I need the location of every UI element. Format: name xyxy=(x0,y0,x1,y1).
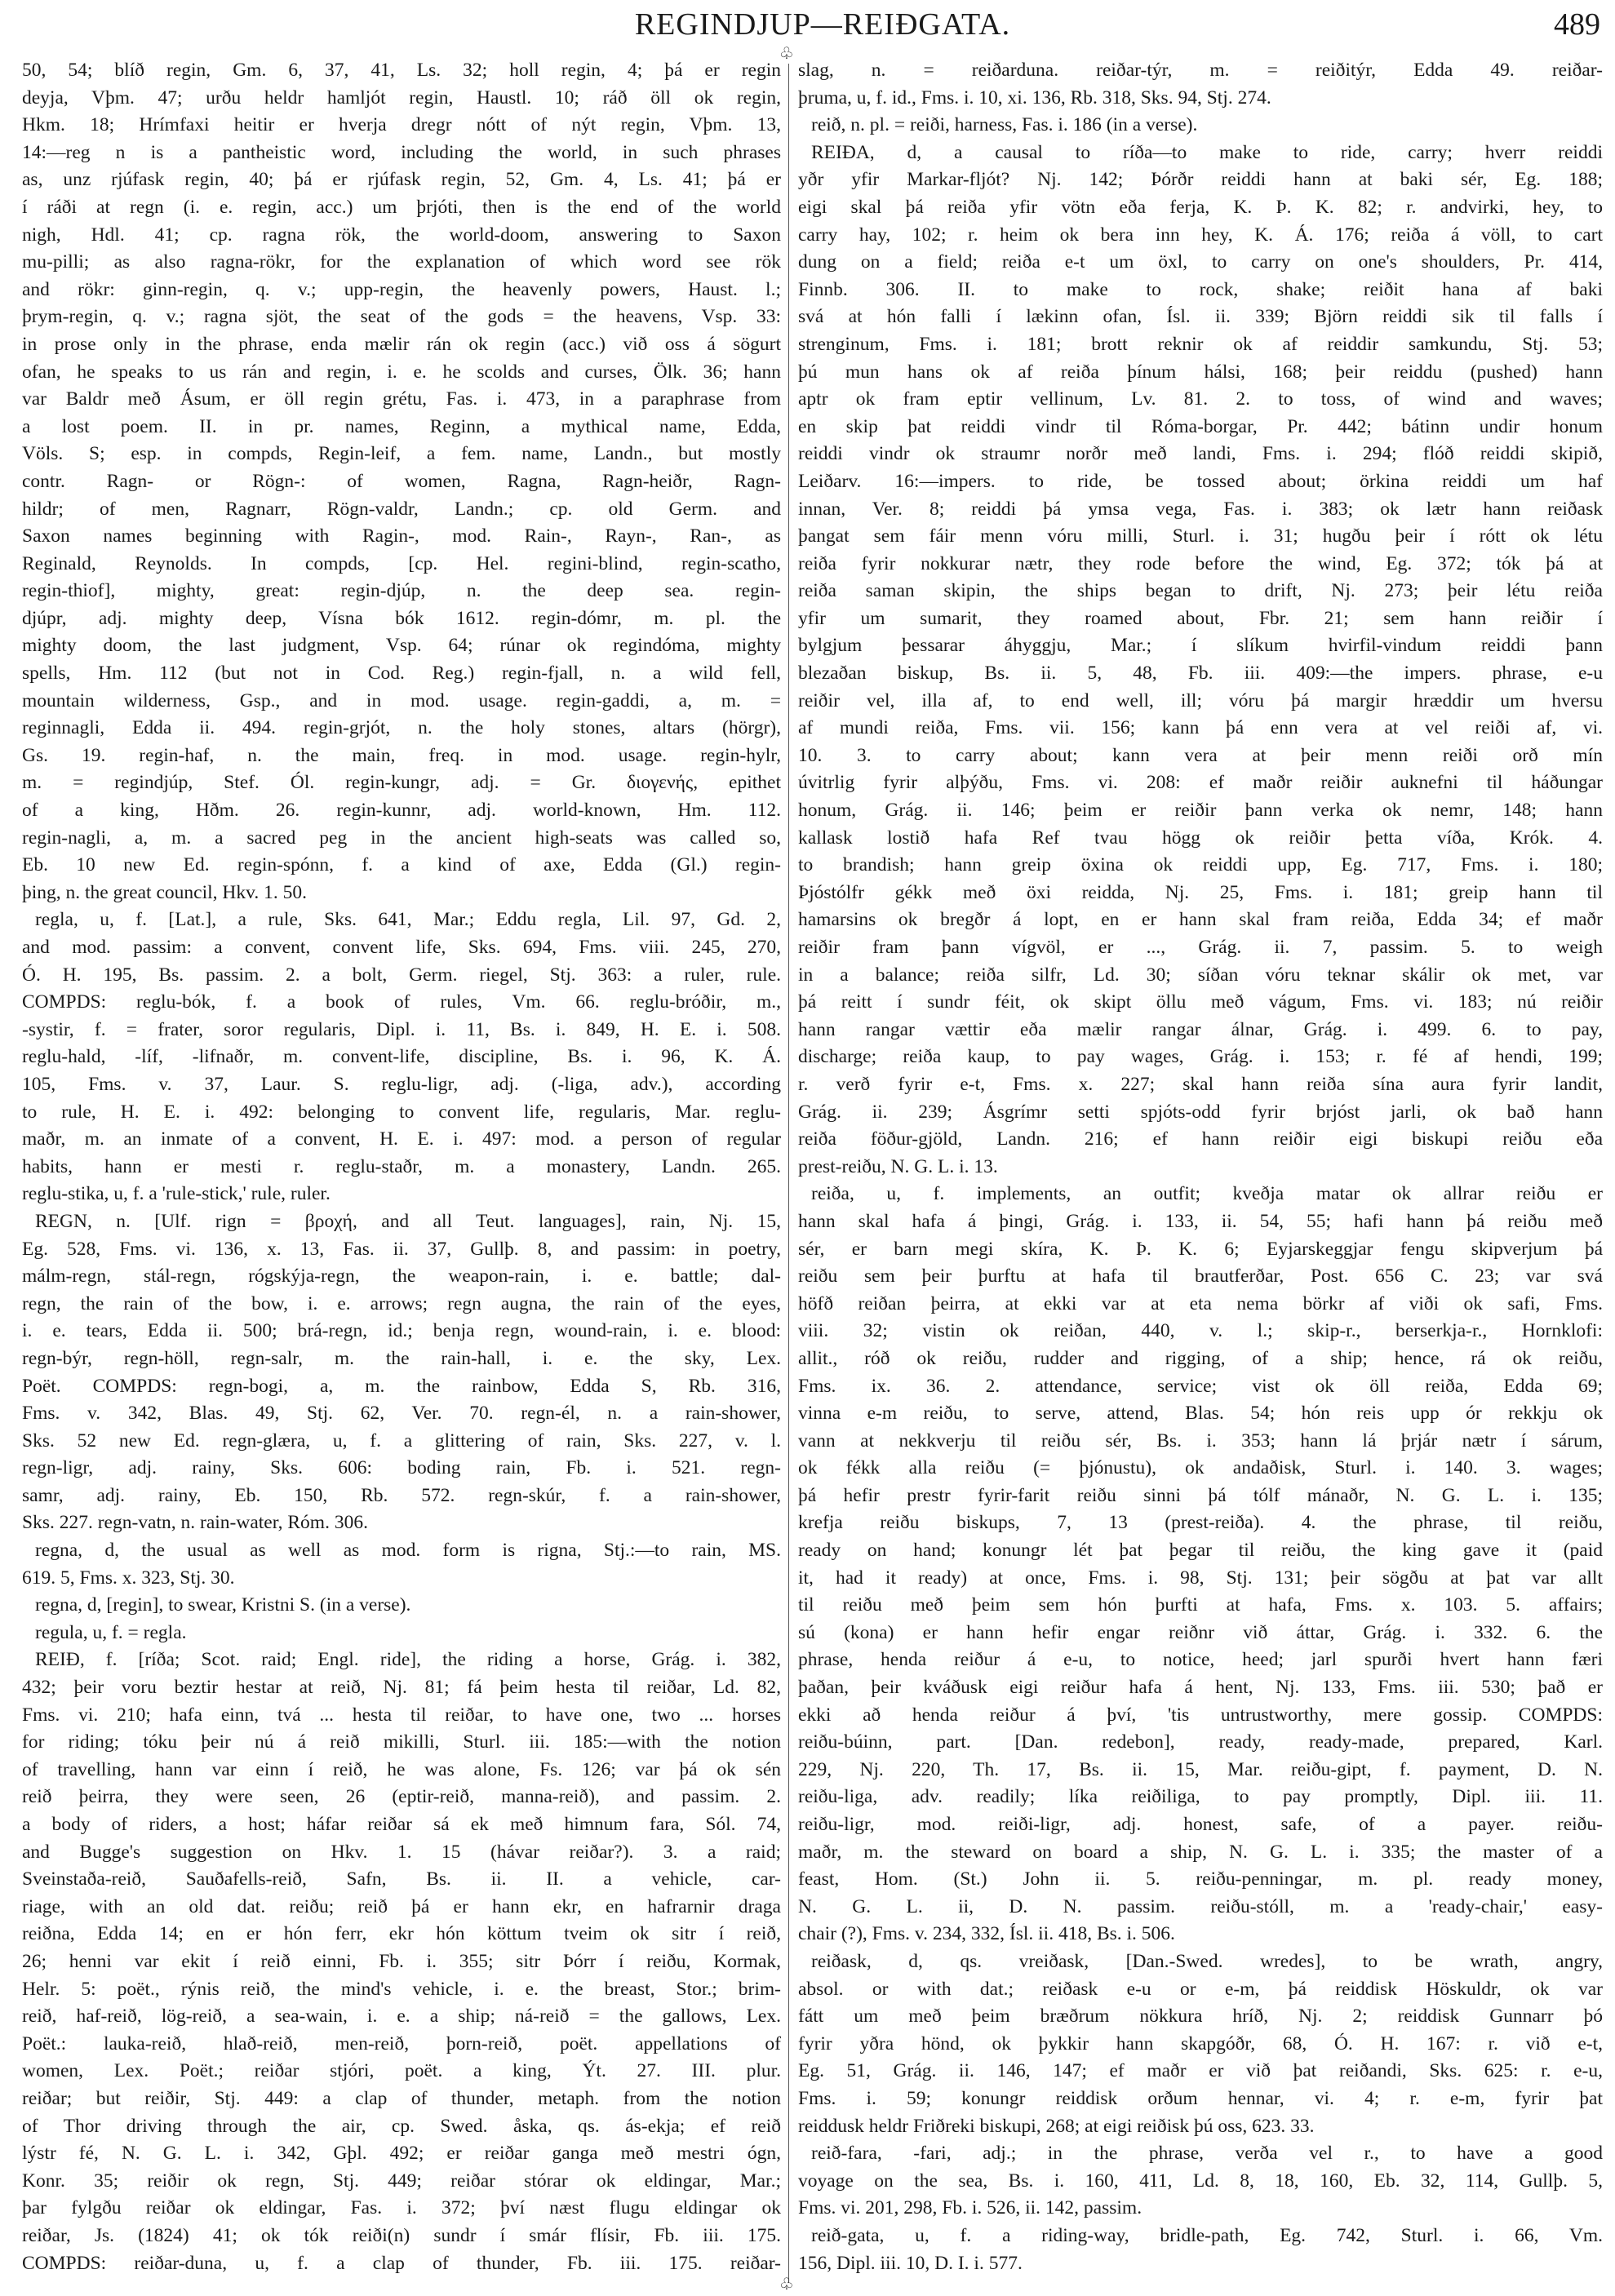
text-line: regula, u, f. = regla. xyxy=(35,1621,187,1643)
text-line: krefja reiðu biskups, 7, 13 (prest-reiða). 4. the phrase, til reiðu, xyxy=(798,1512,1603,1534)
text-line: sú (kona) er hann hefir engar reiðnr við áttar, Grág. i. 332. 6. the xyxy=(798,1621,1603,1643)
text-line: reiðu-ligr, mod. reiði-ligr, adj. honest, safe, of a payer. reiðu- xyxy=(798,1814,1603,1835)
text-line: maðr, m. the steward on board a ship, N. G. L. i. 335; the master of a xyxy=(798,1841,1603,1863)
text-line: reið-gata, u, f. a riding-way, bridle-path, Eg. 742, Sturl. i. 66, Vm. xyxy=(811,2224,1603,2246)
text-line: contr. Ragn- or Rögn-: of women, Ragna, Ragn-heiðr, Ragn- xyxy=(22,470,781,492)
text-line: N. G. L. ii, D. N. passim. reiðu-stóll, m. a 'ready-chair,' easy- xyxy=(798,1895,1603,1917)
text-line: regn-ligr, adj. rainy, Sks. 606: boding rain, Fb. i. 521. regn- xyxy=(22,1457,781,1479)
text-line: prest-reiðu, N. G. L. i. 13. xyxy=(798,1155,998,1177)
text-line: 10. 3. to carry about; kann vera at þeir menn reiði orð mín xyxy=(798,744,1603,766)
text-line: feast, Hom. (St.) John ii. 5. reiðu-penningar, m. pl. ready money, xyxy=(798,1868,1603,1890)
text-line: djúpr, adj. mighty deep, Vísna bók 1612. regin-dómr, m. pl. the xyxy=(22,607,781,629)
text-line: eigi skal þá reiða yfir vötn eða ferja, K. Þ. K. 82; r. andvirki, hey, to xyxy=(798,196,1603,218)
text-line: Eg. 528, Fms. vi. 136, x. 13, Fas. ii. 37, Gullþ. 8, and passim: in poetry, xyxy=(22,1238,781,1260)
text-line: dung on a field; reiða e-t um öxl, to carry on one's shoulders, Pr. 414, xyxy=(798,251,1603,273)
text-line: reiddusk heldr Friðreki biskupi, 268; at eigi reiðisk þú oss, 623. 33. xyxy=(798,2115,1315,2137)
divider-ornament-icon: ♧ xyxy=(779,45,794,63)
text-line: chair (?), Fms. v. 234, 332, Ísl. ii. 418, Bs. i. 506. xyxy=(798,1923,1175,1945)
text-line: discharge; reiða kaup, to pay wages, Grág. i. 153; r. fé af hendi, 199; xyxy=(798,1046,1603,1068)
text-line: Leiðarv. 16:—impers. to ride, be tossed about; örkina reiddi um haf xyxy=(798,470,1603,492)
text-line: reiða fyrir nokkurar nætr, they rode before the wind, Eg. 372; tók þá at xyxy=(798,552,1603,574)
text-line: af mundi reiða, Fms. vii. 156; kann þá enn vera at vel reiði af, vi. xyxy=(798,717,1603,739)
text-line: reiða, u, f. implements, an outfit; kveðja matar ok allrar reiðu er xyxy=(811,1183,1603,1205)
text-line: reiða föður-gjöld, Landn. 216; ef hann reiðir eigi biskupi reiðu eða xyxy=(798,1128,1603,1150)
text-line: nigh, Hdl. 41; cp. ragna rök, the world-doom, answering to Saxon xyxy=(22,224,781,246)
text-line: samr, adj. rainy, Eb. 150, Rb. 572. regn-skúr, f. a rain-shower, xyxy=(22,1484,781,1506)
text-line: as, unz rjúfask regin, 40; þá er rjúfask regin, 52, Gm. 4, Ls. 41; þá er xyxy=(22,169,781,191)
text-line: Fms. vi. 201, 298, Fb. i. 526, ii. 142, passim. xyxy=(798,2197,1142,2219)
text-line: vann at nekkverju til reiðu sér, Bs. i. 353; hann lá þrjár nætr í sárum, xyxy=(798,1429,1603,1452)
text-line: þaðan, þeir kváðusk eigi reiður hafa á hent, Nj. 133, Fms. iii. 530; það er xyxy=(798,1677,1603,1699)
text-line: Fms. i. 59; konungr reiddisk orðum hennar, vi. 4; r. e-m, fyrir þat xyxy=(798,2087,1603,2109)
left-column xyxy=(22,57,781,2277)
text-line: Grág. ii. 239; Ásgrímr setti spjóts-odd fyrir brjóst jarli, ok bað hann xyxy=(798,1101,1603,1123)
text-line: Fms. ix. 36. 2. attendance, service; vist ok öll reiða, Edda 69; xyxy=(798,1375,1603,1397)
text-line: var Baldr með Ásum, er öll regin grétu, Fas. i. 473, in a paraphrase from xyxy=(22,388,781,410)
text-line: of a king, Hðm. 26. regin-kunnr, adj. world-known, Hm. 112. xyxy=(22,800,781,822)
text-line: in prose only in the phrase, enda mælir rán ok regin (acc.) við oss á sögurt xyxy=(22,333,781,355)
text-line: reiðu-liga, adv. readily; líka reiðiliga, to pay promptly, Dipl. iii. 11. xyxy=(798,1786,1603,1808)
text-line: kallask lostið hafa Ref tvau högg ok reiðir þetta víða, Krók. 4. xyxy=(798,827,1603,849)
text-line: Reginald, Reynolds. In compds, [cp. Hel. regini-blind, regin-scatho, xyxy=(22,552,781,574)
text-line: málm-regn, stál-regn, rógskýja-regn, the weapon-rain, i. e. battle; dal- xyxy=(22,1265,781,1288)
text-line: reiðask, d, qs. vreiðask, [Dan.-Swed. wredes], to be wrath, angry, xyxy=(811,1950,1603,1972)
text-line: Fms. vi. 210; hafa einn, tvá ... hesta til reiðar, to have one, two ... horses xyxy=(22,1704,781,1726)
page-number: 489 xyxy=(1554,7,1600,42)
text-line: regn, the rain of the bow, i. e. arrows; regn augna, the rain of the eyes, xyxy=(22,1292,781,1314)
text-line: Helr. 5: poët., rýnis reið, the mind's vehicle, i. e. the breast, Stor.; brim- xyxy=(22,1978,781,2000)
text-line: maðr, m. an inmate of a convent, H. E. i. 497: mod. a person of regular xyxy=(22,1128,781,1150)
text-line: 156, Dipl. iii. 10, D. I. i. 577. xyxy=(798,2252,1023,2274)
text-line: fátt um með þeim bræðrum nökkura hríð, Nj. 2; reiddisk Gunnarr þó xyxy=(798,2006,1603,2028)
text-line: regn-býr, regn-höll, regn-salr, m. the rain-hall, i. e. the sky, Lex. xyxy=(22,1347,781,1369)
text-line: mountain wilderness, Gsp., and in mod. usage. regin-gaddi, a, m. = xyxy=(22,689,781,711)
text-line: -systir, f. = frater, soror regularis, Dipl. i. 11, Bs. i. 849, H. E. i. 508. xyxy=(22,1018,781,1040)
text-line: Eb. 10 new Ed. regin-spónn, f. a kind of axe, Edda (Gl.) regin- xyxy=(22,854,781,876)
text-line: a lost poem. II. in pr. names, Reginn, a mythical name, Edda, xyxy=(22,415,781,437)
text-line: svá at hón falli í lækinn ofan, Ísl. ii. 339; Björn reiddi sik til falls í xyxy=(798,306,1603,328)
text-line: Fms. v. 342, Blas. 49, Stj. 62, Ver. 70. regn-él, n. a rain-shower, xyxy=(22,1403,781,1425)
text-line: Ó. H. 195, Bs. passim. 2. a bolt, Germ. riegel, Stj. 363: a ruler, rule. xyxy=(22,964,781,986)
text-line: reiðu-búinn, part. [Dan. redebon], ready, ready-made, prepared, Karl. xyxy=(798,1731,1603,1753)
text-line: to brandish; hann greip öxina ok reiddi upp, Eg. 717, Fms. i. 180; xyxy=(798,854,1603,876)
text-line: REIÐA, d, a causal to ríða—to make to ride, carry; hverr reiddi xyxy=(811,141,1603,163)
text-line: regin-nagli, a, m. a sacred peg in the ancient high-seats was called so, xyxy=(22,827,781,849)
text-line: Eg. 51, Grág. ii. 146, 147; ef maðr er við þat reiðandi, Sks. 625: r. e-u, xyxy=(798,2060,1603,2082)
text-line: reiðu sem þeir þurftu at hafa til brautferðar, Post. 656 C. 23; var svá xyxy=(798,1265,1603,1288)
text-line: spells, Hm. 112 (but not in Cod. Reg.) regin-fjall, n. a wild fell, xyxy=(22,663,781,685)
text-line: blezaðan biskup, Bs. ii. 5, 48, Fb. iii. 409:—the impers. phrase, e-u xyxy=(798,663,1603,685)
text-line: COMPDS: reiðar-duna, u, f. a clap of thunder, Fb. iii. 175. reiðar- xyxy=(22,2252,781,2274)
text-line: ekki að henda reiður á því, 'tis untrustworthy, mere gossip. COMPDS: xyxy=(798,1704,1603,1726)
text-line: Konr. 35; reiðir ok regn, Stj. 449; reiðar stórar ok eldingar, Mar.; xyxy=(22,2170,781,2192)
text-line: allit., róð ok reiðu, rudder and rigging, of a ship; hence, rá ok reiðu, xyxy=(798,1347,1603,1369)
text-line: til reiðu með þeim sem hón þurfti at hafa, Fms. x. 103. 5. affairs; xyxy=(798,1594,1603,1616)
text-line: ready on hand; konungr lét þat þegar til reiðu, the king gave it (paid xyxy=(798,1540,1603,1562)
text-line: 14:—reg n is a pantheistic word, including the world, in such phrases xyxy=(22,141,781,163)
text-line: of travelling, hann var einn í reið, he was alone, Fs. 126; var þá ok sén xyxy=(22,1758,781,1780)
text-line: reglu-hald, -líf, -lifnaðr, m. convent-life, discipline, Bs. i. 96, K. Á. xyxy=(22,1046,781,1068)
text-line: þruma, u, f. id., Fms. i. 10, xi. 136, Rb. 318, Sks. 94, Stj. 274. xyxy=(798,86,1271,109)
text-line: 619. 5, Fms. x. 323, Stj. 30. xyxy=(22,1567,235,1589)
text-line: lýstr fé, N. G. L. i. 342, Gþl. 492; er reiðar ganga með mestri ógn, xyxy=(22,2143,781,2165)
text-line: þrym-regin, q. v.; ragna sjöt, the seat of the gods = the heavens, Vsp. 33: xyxy=(22,306,781,328)
right-column xyxy=(798,57,1603,2277)
text-line: and Bugge's suggestion on Hkv. 1. 15 (hávar reiðar?). 3. a raid; xyxy=(22,1841,781,1863)
text-line: mighty doom, the last judgment, Vsp. 64; rúnar ok regindóma, mighty xyxy=(22,635,781,657)
text-line: voyage on the sea, Bs. i. 160, 411, Ld. 8, 18, 160, Eb. 32, 114, Gullþ. 5, xyxy=(798,2170,1603,2192)
text-line: COMPDS: reglu-bók, f. a book of rules, Vm. 66. reglu-bróðir, m., xyxy=(22,991,781,1013)
text-line: reiðir vel, illa af, to end well, ill; vóru þá margir hræddir um hversu xyxy=(798,689,1603,711)
text-line: ok fékk alla reiðu (= þjónustu), ok andaðisk, Sturl. i. 140. 3. wages; xyxy=(798,1457,1603,1479)
text-line: Þjóstólfr gékk með öxi reidda, Nj. 25, Fms. i. 181; greip hann til xyxy=(798,881,1603,903)
text-line: Völs. S; esp. in compds, Regin-leif, a fem. name, Landn., but mostly xyxy=(22,443,781,465)
text-line: höfð reiðan þeirra, at ekki var at eta nema börkr af viði ok safi, Fms. xyxy=(798,1292,1603,1314)
text-line: and mod. passim: a convent, convent life, Sks. 694, Fms. viii. 245, 270, xyxy=(22,937,781,958)
text-line: riage, with an old dat. reiðu; reið þá er hann ekr, en hafrarnir draga xyxy=(22,1895,781,1917)
text-line: þá reitt í sundr féit, ok skipt öllu með vágum, Fms. vi. 183; nú reiðir xyxy=(798,991,1603,1013)
text-line: Gs. 19. regin-haf, n. the main, freq. in mod. usage. regin-hylr, xyxy=(22,744,781,766)
text-line: þar fylgðu reiðar ok eldingar, Fas. i. 372; því næst flugu eldingar ok xyxy=(22,2197,781,2219)
text-line: 432; þeir voru beztir hestar at reið, Nj. 81; fá þeim hesta til reiðar, Ld. 82, xyxy=(22,1677,781,1699)
text-line: hildr; of men, Ragnarr, Rögn-valdr, Landn.; cp. old Germ. and xyxy=(22,498,781,520)
text-line: regin-thiof], mighty, great: regin-djúp, n. the deep sea. regin- xyxy=(22,580,781,602)
text-line: ofan, he speaks to us rán and regin, i. e. he scolds and curses, Ölk. 36; hann xyxy=(22,361,781,383)
text-line: for riding; tóku þeir nú á reið mikilli, Sturl. iii. 185:—with the notion xyxy=(22,1731,781,1753)
text-line: Finnb. 306. II. to make to rock, shake; reiðit hana af baki xyxy=(798,278,1603,300)
text-line: en skip þat reiddi vindr til Róma-borgar, Pr. 442; bátinn undir honum xyxy=(798,415,1603,437)
text-line: REIÐ, f. [ríða; Scot. raid; Engl. ride], the riding a horse, Grág. i. 382, xyxy=(35,1649,781,1671)
text-line: regna, d, the usual as well as mod. form is rigna, Stj.:—to rain, MS. xyxy=(35,1540,781,1562)
text-line: 229, Nj. 220, Th. 17, Bs. ii. 15, Mar. reiðu-gipt, f. payment, D. N. xyxy=(798,1758,1603,1780)
text-line: fyrir yðra hönd, ok þykkir hann skapgóðr, 68, Ó. H. 167: r. við e-t, xyxy=(798,2032,1603,2054)
text-line: a body of riders, a host; háfar reiðar sá ek með himnum fara, Sól. 74, xyxy=(22,1814,781,1835)
text-line: úvitrlig fyrir alþýðu, Fms. vi. 208: ef maðr reiðir auknefni til háðungar xyxy=(798,772,1603,794)
text-line: reginnagli, Edda ii. 494. regin-grjót, n. the holy stones, altars (hörgr), xyxy=(22,717,781,739)
text-line: þá hefir prestr fyrir-farit reiðu sinni þá tólf mánaðr, N. G. L. i. 135; xyxy=(798,1484,1603,1506)
text-line: reiðar, Js. (1824) 41; ok tók reiði(n) sundr í smár flísir, Fb. iii. 175. xyxy=(22,2224,781,2246)
text-line: Poët. COMPDS: regn-bogi, a, m. the rainbow, Edda S, Rb. 316, xyxy=(22,1375,781,1397)
text-line: reið, n. pl. = reiði, harness, Fas. i. 186 (in a verse). xyxy=(811,114,1198,136)
text-line: þú mun hans ok af reiða þínum hálsi, 168; þeir reiddu (pushed) hann xyxy=(798,361,1603,383)
text-line: Saxon names beginning with Ragin-, mod. Rain-, Rayn-, Ran-, as xyxy=(22,525,781,547)
text-line: habits, hann er mesti r. reglu-staðr, m. a monastery, Landn. 265. xyxy=(22,1155,781,1177)
divider-ornament-icon: ♧ xyxy=(779,2276,794,2294)
text-line: mu-pilli; as also ragna-rökr, for the explanation of which word see rök xyxy=(22,251,781,273)
text-line: Sks. 227. regn-vatn, n. rain-water, Róm. 306. xyxy=(22,1512,368,1534)
text-line: aptr ok fram eptir vellinum, Lv. 81. 2. to toss, of wind and waves; xyxy=(798,388,1603,410)
text-line: of Thor driving through the air, cp. Swed. åska, qs. ás-ekja; ef reið xyxy=(22,2115,781,2137)
text-line: yfir um sumarit, they roamed about, Fbr. 21; sem hann reiðir í xyxy=(798,607,1603,629)
page-header-title: REGINDJUP—REIÐGATA. xyxy=(634,7,1011,42)
text-line: þing, n. the great council, Hkv. 1. 50. xyxy=(22,881,307,903)
text-line: Sks. 52 new Ed. regn-glæra, u, f. a glittering of rain, Sks. 227, v. l. xyxy=(22,1429,781,1452)
text-line: and rökr: ginn-regin, q. v.; upp-regin, the heavenly powers, Haust. l.; xyxy=(22,278,781,300)
text-line: m. = regindjúp, Stef. Ól. regin-kungr, adj. = Gr. διογενής, epithet xyxy=(22,772,781,794)
text-line: it, had it ready) at once, Fms. i. 98, Stj. 131; þeir sögðu at þat var allt xyxy=(798,1567,1603,1589)
text-line: 26; henni var ekit í reið einni, Fb. i. 355; sitr Þórr í reiðu, Kormak, xyxy=(22,1950,781,1972)
text-line: reiðir fram þann vígvöl, er ..., Grág. ii. 7, passim. 5. to weigh xyxy=(798,937,1603,958)
text-line: REGN, n. [Ulf. rign = βροχή, and all Teut. languages], rain, Nj. 15, xyxy=(35,1210,781,1232)
text-line: viii. 32; vistin ok reiðan, 440, v. l.; skip-r., berserkja-r., Hornklofi: xyxy=(798,1320,1603,1342)
text-line: strenginum, Fms. i. 181; brott reknir ok af reiddir samkundu, Stj. 53; xyxy=(798,333,1603,355)
text-line: reið-fara, -fari, adj.; in the phrase, verða vel r., to have a good xyxy=(811,2143,1603,2165)
text-line: in a balance; reiða silfr, Ld. 30; síðan vóru teknar skálir ok met, var xyxy=(798,964,1603,986)
text-line: Sveinstaða-reið, Sauðafells-reið, Safn, Bs. ii. II. a vehicle, car- xyxy=(22,1868,781,1890)
text-line: vinna e-m reiðu, to serve, attend, Blas. 54; hón reis upp ór rekkju ok xyxy=(798,1403,1603,1425)
text-line: yðr yfir Markar-fljót? Nj. 142; Þórðr reiddi hann at baki sér, Eg. 188; xyxy=(798,169,1603,191)
text-line: Hkm. 18; Hrímfaxi heitir er hverja dregr nótt of nýt regin, Vþm. 13, xyxy=(22,114,781,136)
text-line: r. verð fyrir e-t, Fms. x. 227; skal hann reiða sína aura fyrir landit, xyxy=(798,1073,1603,1095)
text-line: í ráði at regn (i. e. regin, acc.) um þrjóti, then is the end of the world xyxy=(22,196,781,218)
text-line: phrase, henda reiður á e-u, to notice, heed; jarl spurði hvert hann færi xyxy=(798,1649,1603,1671)
text-line: reið þeirra, they were seen, 26 (eptir-reið, manna-reið), and passim. 2. xyxy=(22,1786,781,1808)
text-line: hamarsins ok bregðr á lopt, en er hann skal fram reiða, Edda 34; ef maðr xyxy=(798,909,1603,931)
text-line: regna, d, [regin], to swear, Kristni S. (in a verse). xyxy=(35,1594,411,1616)
column-divider xyxy=(788,64,789,2283)
text-line: innan, Ver. 8; reiddi þá ymsa vega, Fas. i. 383; ok lætr hann reiðask xyxy=(798,498,1603,520)
text-line: reiðna, Edda 14; en er hón ferr, ekr hón köttum tveim ok sitr í reið, xyxy=(22,1923,781,1945)
text-line: 50, 54; blíð regin, Gm. 6, 37, 41, Ls. 32; holl regin, 4; þá er regin xyxy=(22,60,781,81)
text-line: women, Lex. Poët.; reiðar stjóri, poët. a king, Ýt. 27. III. plur. xyxy=(22,2060,781,2082)
text-line: bylgjum þessarar áhyggju, Mar.; í slíkum hvirfil-vindum reiddi þann xyxy=(798,635,1603,657)
text-line: reiddi vindr ok straumr norðr með landi, Fms. i. 294; flóð reiddi skipið, xyxy=(798,443,1603,465)
text-line: 105, Fms. v. 37, Laur. S. reglu-ligr, adj. (-liga, adv.), according xyxy=(22,1073,781,1095)
text-line: absol. or with dat.; reiðask e-u or e-m, þá reiddisk Höskuldr, ok var xyxy=(798,1978,1603,2000)
text-line: hann rangar vættir eða mælir rangar álnar, Grág. i. 499. 6. to pay, xyxy=(798,1018,1603,1040)
text-line: þangat sem fáir menn vóru milli, Sturl. i. 31; hugðu þeir í rótt ok létu xyxy=(798,525,1603,547)
text-line: reglu-stika, u, f. a 'rule-stick,' rule, ruler. xyxy=(22,1183,331,1205)
text-line: regla, u, f. [Lat.], a rule, Sks. 641, Mar.; Eddu regla, Lil. 97, Gd. 2, xyxy=(35,909,781,931)
text-line: reiðar; but reiðir, Stj. 449: a clap of thunder, metaph. from the notion xyxy=(22,2087,781,2109)
text-line: deyja, Vþm. 47; urðu heldr hamljót regin, Haustl. 10; ráð öll ok regin, xyxy=(22,86,781,109)
text-line: reið, haf-reið, lög-reið, a sea-wain, i. e. a ship; ná-reið = the gallows, Lex. xyxy=(22,2006,781,2028)
text-line: to rule, H. E. i. 492: belonging to convent life, regularis, Mar. reglu- xyxy=(22,1101,781,1123)
text-line: honum, Grág. ii. 146; þeim er reiðir þann verka ok nemr, 148; hann xyxy=(798,800,1603,822)
text-line: i. e. tears, Edda ii. 500; brá-regn, id.; benja regn, wound-rain, i. e. blood: xyxy=(22,1320,781,1342)
text-line: slag, n. = reiðarduna. reiðar-týr, m. = reiðitýr, Edda 49. reiðar- xyxy=(798,60,1603,81)
text-line: carry hay, 102; r. heim ok bera inn hey, K. Á. 176; reiða á völl, to cart xyxy=(798,224,1603,246)
text-line: hann skal hafa á þingi, Grág. i. 133, ii. 54, 55; hafi hann þá reiðu með xyxy=(798,1210,1603,1232)
text-line: Poët.: lauka-reið, hlað-reið, men-reið, þorn-reið, poët. appellations of xyxy=(22,2032,781,2054)
text-line: reiða saman skipin, the ships began to drift, Nj. 273; þeir létu reiða xyxy=(798,580,1603,602)
text-line: sér, er barn megi skíra, K. Þ. K. 6; Eyjarskeggjar fengu skipverjum þá xyxy=(798,1238,1603,1260)
